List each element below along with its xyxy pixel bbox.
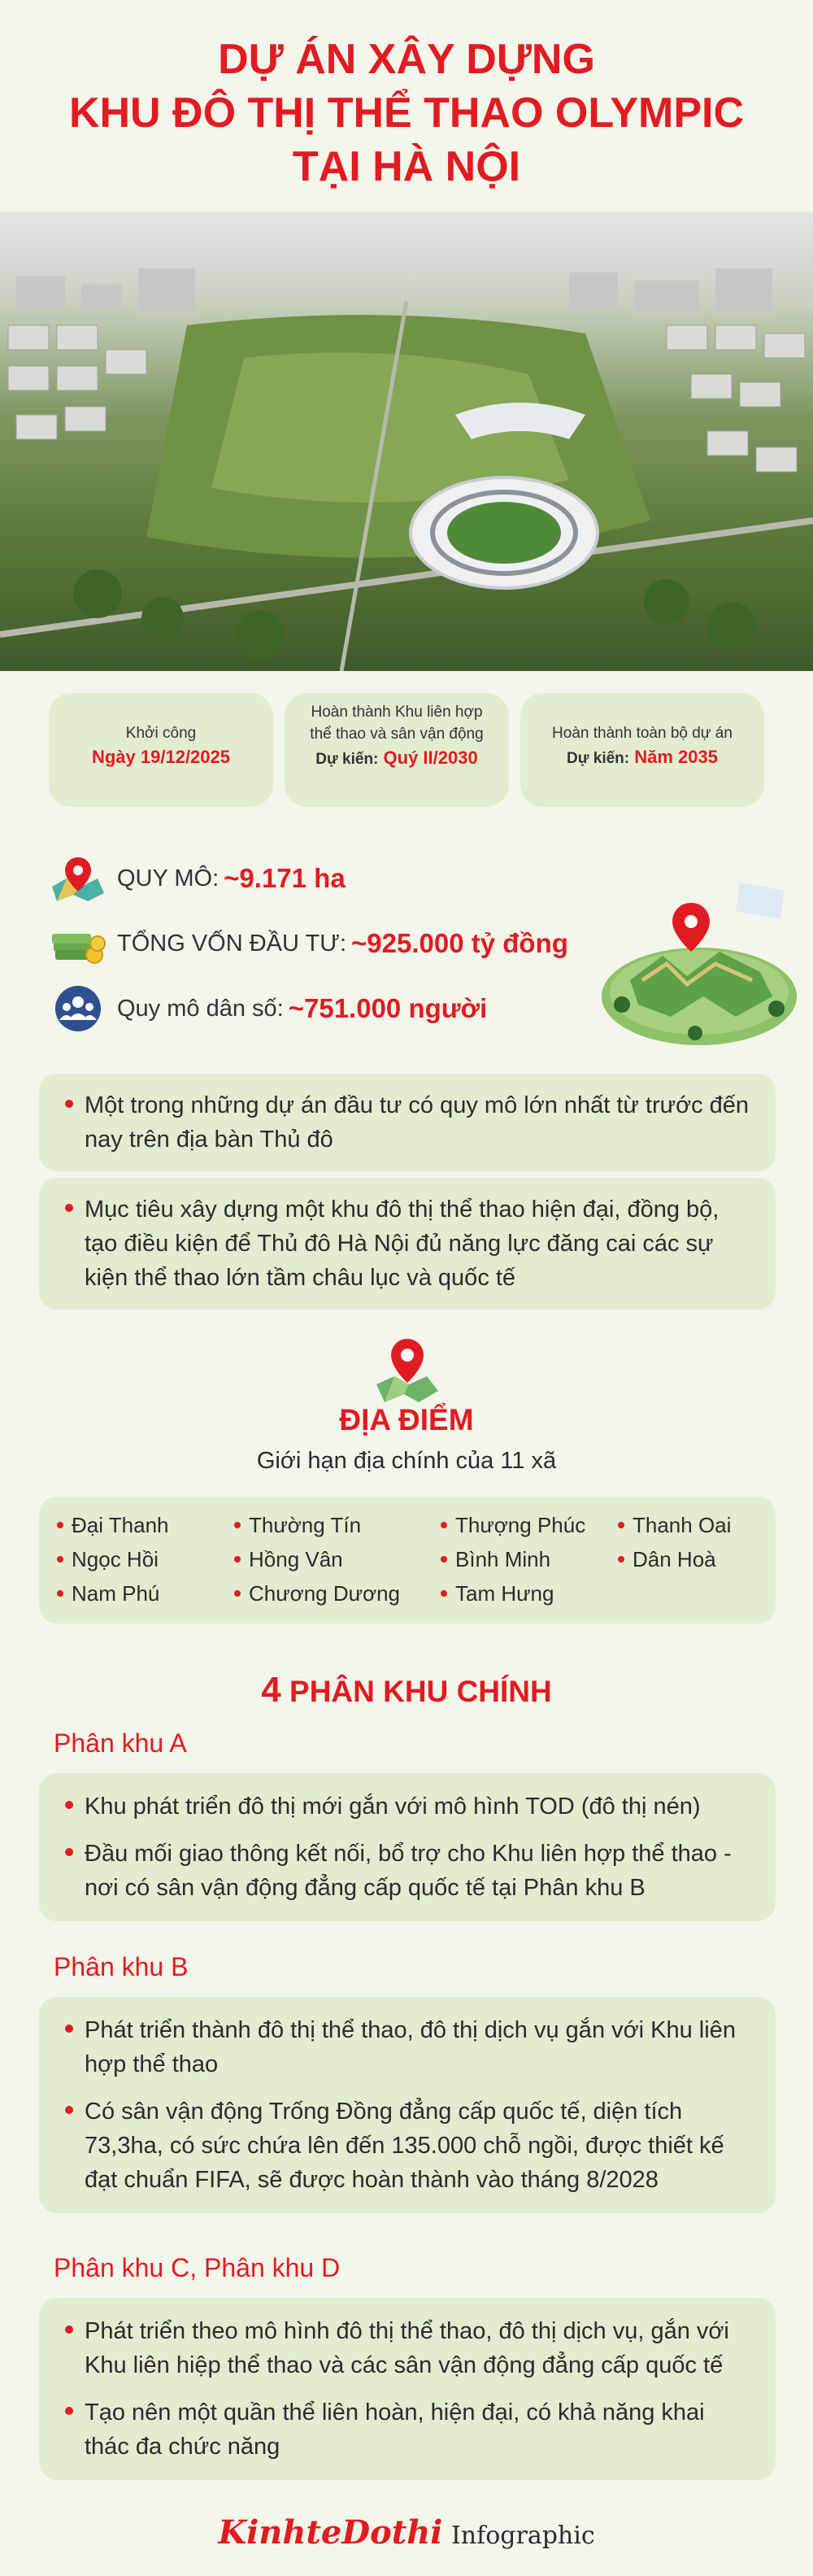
people-icon (49, 984, 107, 1033)
stat-label: QUY MÔ: (117, 865, 220, 891)
ward-item: Dân Hoà (618, 1547, 716, 1572)
stat-value: ~751.000 người (288, 993, 488, 1023)
highlight-item: Mục tiêu xây dựng một khu đô thị thể thao hiện đại, đồng bộ, tạo điều kiện để Thủ đô Hà Nội đủ năng lực đăng cai các sự kiện thể thao lớn tầm châu lục và quốc tế (63, 1192, 751, 1295)
ward-item: Ngọc Hồi (57, 1547, 159, 1572)
zone-item: Khu phát triển đô thị mới gắn với mô hình TOD (đô thị nén) (63, 1789, 751, 1824)
location-title: ĐỊA ĐIỂM (339, 1403, 474, 1436)
timeline-complex (285, 693, 509, 807)
timeline-heading: thể thao và sân vận động (310, 726, 484, 743)
ward-item: Thanh Oai (618, 1513, 731, 1538)
map-pin-icon (49, 854, 107, 903)
zone-item: Có sân vận động Trống Đồng đẳng cấp quốc tế, diện tích 73,3ha, có sức chứa lên đến 135.000 chỗ ngồi, được thiết kế đạt chuẩn FIFA, sẽ được hoàn thành vào tháng 8/2028 (63, 2094, 751, 2197)
zones-title-text: PHÂN KHU CHÍNH (289, 1675, 552, 1708)
stat-label: Quy mô dân số: (117, 995, 284, 1022)
timeline-value: Ngày 19/12/2025 (91, 747, 231, 767)
title-line-3: TẠI HÀ NỘI (292, 143, 521, 190)
zone-b-box (39, 1997, 776, 2213)
timeline-value: Quý II/2030 (383, 748, 478, 768)
zone-b-heading: Phân khu B (54, 1952, 189, 1981)
page-title (0, 33, 813, 194)
zone-item: Phát triển theo mô hình đô thị thể thao, đô thị dịch vụ, gắn với Khu liên hiệp thể thao và các sân vận động đẳng cấp quốc tế (63, 2314, 751, 2382)
stat-population (49, 984, 487, 1033)
ward-item: Bình Minh (441, 1547, 550, 1572)
stat-capital (49, 919, 568, 968)
timeline-heading: Khởi công (125, 725, 197, 742)
ward-list (39, 1497, 776, 1624)
stadium-aerial-illustration (0, 211, 813, 671)
ward-item: Thượng Phúc (441, 1513, 585, 1538)
footer-brand (0, 2513, 813, 2552)
highlight-box-1 (39, 1074, 776, 1171)
stat-label: TỔNG VỐN ĐẦU TƯ: (117, 930, 347, 957)
title-line-2: KHU ĐÔ THỊ THỂ THAO OLYMPIC (68, 89, 745, 137)
timeline-start (49, 693, 273, 807)
green-map-illustration (598, 874, 801, 1053)
zone-item: Tạo nên một quần thể liên hoàn, hiện đại, có khả năng khai thác đa chức năng (63, 2395, 751, 2464)
title-line-1: DỰ ÁN XÂY DỰNG (218, 36, 595, 83)
zone-cd-box (39, 2298, 776, 2480)
stat-value: ~925.000 tỷ đồng (351, 928, 568, 958)
ward-item: Nam Phú (57, 1581, 159, 1606)
timeline-label: Dự kiến: (567, 750, 630, 767)
zone-a-box (39, 1773, 776, 1921)
timeline-project (520, 693, 764, 807)
brand-logo: KinhteDothi (218, 2513, 443, 2552)
ward-item: Tam Hưng (441, 1581, 554, 1606)
location-pin-icon (370, 1334, 443, 1407)
ward-item: Chương Dương (234, 1581, 400, 1606)
timeline-value: Năm 2035 (634, 747, 718, 767)
stat-scale (49, 854, 346, 903)
highlight-item: Một trong những dự án đầu tư có quy mô lớn nhất từ trước đến nay trên địa bàn Thủ đô (63, 1088, 751, 1157)
ward-item: Hồng Vân (234, 1547, 343, 1572)
timeline-heading: Hoàn thành Khu liên hợp (311, 704, 483, 721)
timeline-label: Dự kiến: (315, 751, 379, 768)
highlight-box-2 (39, 1178, 776, 1310)
zone-item: Đầu mối giao thông kết nối, bổ trợ cho Khu liên hợp thể thao - nơi có sân vận động đẳng cấp quốc tế tại Phân khu B (63, 1837, 751, 1905)
zone-cd-heading: Phân khu C, Phân khu D (54, 2253, 341, 2282)
zones-title (0, 1670, 813, 1711)
location-subtitle: Giới hạn địa chính của 11 xã (256, 1448, 557, 1474)
money-stack-icon (49, 919, 107, 968)
zone-a-heading: Phân khu A (54, 1728, 187, 1758)
zone-item: Phát triển thành đô thị thể thao, đô thị dịch vụ gắn với Khu liên hợp thể thao (63, 2013, 751, 2081)
zones-count: 4 (261, 1670, 281, 1710)
hero-image (0, 211, 813, 671)
timeline-heading: Hoàn thành toàn bộ dự án (552, 725, 733, 742)
ward-item: Đại Thanh (57, 1513, 169, 1538)
stat-value: ~9.171 ha (224, 863, 346, 893)
brand-subtitle: Infographic (450, 2522, 595, 2550)
ward-item: Thường Tín (234, 1513, 361, 1538)
